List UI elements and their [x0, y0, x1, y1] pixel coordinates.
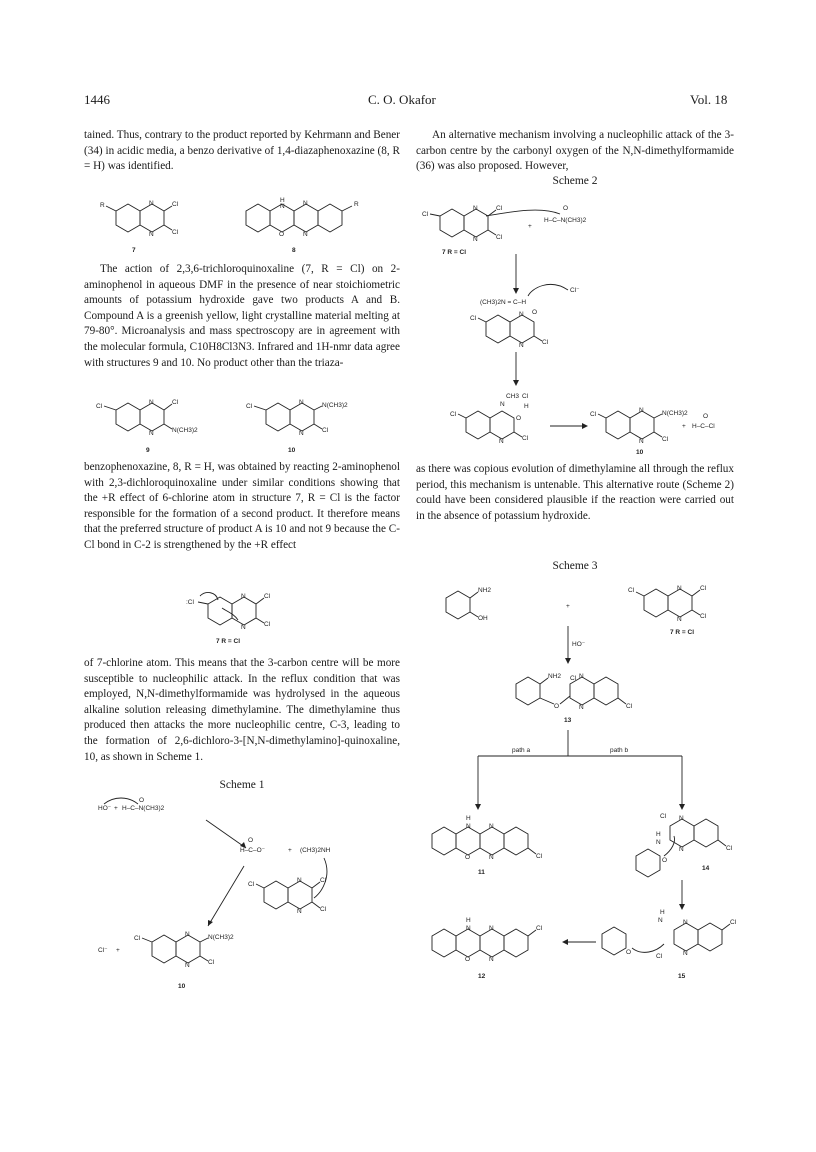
structure-7	[100, 200, 179, 254]
svg-text:N: N	[303, 231, 308, 238]
svg-text:Cl: Cl	[726, 845, 733, 852]
svg-text:N: N	[297, 908, 302, 915]
svg-text:N: N	[185, 931, 190, 938]
svg-text:O: O	[465, 956, 471, 963]
svg-text:N: N	[519, 342, 524, 349]
structure-7-resonance	[186, 586, 306, 646]
structure-14	[636, 813, 733, 877]
scheme-2-figure	[420, 192, 730, 454]
running-author: C. O. Okafor	[368, 92, 436, 107]
svg-text:Cl: Cl	[208, 959, 215, 966]
svg-text:14: 14	[702, 865, 710, 872]
volume-label: Vol. 18	[690, 92, 728, 107]
svg-text:Cl⁻: Cl⁻	[98, 947, 108, 954]
svg-text:Cl: Cl	[172, 399, 179, 406]
svg-text:Cl: Cl	[656, 953, 663, 960]
svg-text:N(CH3)2: N(CH3)2	[208, 934, 234, 941]
svg-text:N: N	[489, 823, 494, 830]
svg-text:7 R = Cl: 7 R = Cl	[442, 249, 467, 256]
svg-text:Cl: Cl	[320, 877, 327, 884]
svg-text:N: N	[149, 399, 154, 406]
svg-text:N: N	[683, 919, 688, 926]
left-para-3: benzophenoxazine, 8, R = H, was obtained by reacting 2-aminophenol with 2,3-dichloroquinoxaline under similar conditions showing that the +R effect of 6-chlorine atom in structure 7, R = Cl is the factor responsible for the formation of a second product. It therefore means that the preferred structure of product A is 10 and not 9 because the C-Cl bond in C-2 is strengthened by the +R effect	[84, 461, 400, 551]
svg-text:11: 11	[478, 869, 485, 876]
svg-text:O: O	[662, 857, 668, 864]
svg-text:+: +	[116, 947, 120, 954]
svg-text:N: N	[299, 430, 304, 437]
svg-text:H–C–N(CH3)2: H–C–N(CH3)2	[122, 805, 165, 812]
svg-text:H: H	[466, 917, 471, 924]
svg-text:N: N	[473, 236, 478, 243]
svg-text:N: N	[149, 430, 154, 437]
svg-text:+: +	[682, 423, 686, 430]
svg-text:Cl: Cl	[496, 205, 503, 212]
structure-8	[246, 197, 359, 254]
svg-text:+: +	[288, 847, 292, 854]
scheme-3-title: Scheme 3	[552, 560, 598, 572]
svg-text:O: O	[465, 854, 471, 861]
svg-text:10: 10	[636, 449, 644, 456]
svg-text:N: N	[466, 925, 471, 932]
compound-7-number-b: 7 R = Cl	[216, 638, 241, 645]
svg-text:Cl: Cl	[522, 393, 529, 400]
svg-text:N: N	[185, 962, 190, 969]
svg-text:Cl: Cl	[322, 427, 329, 434]
svg-text:N(CH3)2: N(CH3)2	[662, 410, 688, 417]
svg-text:Cl: Cl	[730, 919, 737, 926]
svg-text:O: O	[554, 703, 560, 710]
svg-text:N: N	[499, 438, 504, 445]
svg-text:N: N	[466, 823, 471, 830]
svg-text:N: N	[149, 200, 154, 207]
svg-text:N: N	[579, 673, 584, 680]
svg-text:Cl: Cl	[264, 621, 271, 628]
svg-text:Cl: Cl	[570, 675, 577, 682]
svg-text:N: N	[280, 203, 285, 210]
svg-text:Cl: Cl	[248, 881, 255, 888]
svg-text:NH2: NH2	[478, 587, 492, 594]
svg-text:N: N	[656, 839, 661, 846]
svg-text:Cl: Cl	[264, 593, 271, 600]
svg-text:Cl: Cl	[590, 411, 597, 418]
svg-text:Cl: Cl	[172, 229, 179, 236]
svg-text:N: N	[519, 311, 524, 318]
svg-text:N: N	[677, 585, 682, 592]
svg-text:10: 10	[178, 983, 186, 990]
svg-text:N: N	[500, 401, 505, 408]
svg-text:N: N	[639, 438, 644, 445]
svg-text:H–C–N(CH3)2: H–C–N(CH3)2	[544, 217, 587, 224]
svg-text:+: +	[114, 805, 118, 812]
svg-text:H: H	[280, 197, 285, 204]
svg-text:N: N	[241, 593, 246, 600]
svg-text:N: N	[679, 815, 684, 822]
structures-9-10	[96, 394, 396, 456]
svg-text:Cl: Cl	[660, 813, 667, 820]
svg-text:path b: path b	[610, 747, 629, 754]
svg-text::Cl: :Cl	[186, 599, 194, 606]
svg-text:N: N	[299, 399, 304, 406]
compound-7-number: 7	[132, 247, 136, 254]
left-para-4: of 7-chlorine atom. This means that the 3-carbon centre will be more susceptible to nucleophilic attack. In the reflux condition that was employed, N,N-dimethylformamide was hydrolysed in the aqueous alkaline solution releasing dimethylamine. The dimethylamine thus produced then attacks the more nucleophilic centre, C-3, leading to the formation of 2,6-dichloro-3-[N,N-dimethylamino]-quinoxaline, 10, as shown in Scheme 1.	[84, 657, 400, 763]
svg-text:Cl: Cl	[246, 403, 253, 410]
svg-text:CH3: CH3	[506, 393, 520, 400]
svg-text:Cl: Cl	[320, 906, 327, 913]
svg-text:Cl⁻: Cl⁻	[570, 287, 580, 294]
svg-text:H: H	[656, 831, 661, 838]
svg-text:OH: OH	[478, 615, 488, 622]
svg-text:Cl: Cl	[662, 436, 669, 443]
svg-text:15: 15	[678, 973, 686, 980]
svg-text:12: 12	[478, 973, 486, 980]
right-para-1: An alternative mechanism involving a nucleophilic attack of the 3-carbon centre by the carbonyl oxygen of the N,N-dimethylformamide (36) was also proposed. However,	[416, 129, 734, 173]
scheme-1-figure	[96, 796, 406, 996]
svg-text:N: N	[241, 624, 246, 631]
svg-text:Cl: Cl	[172, 201, 179, 208]
r-label: R	[100, 202, 105, 209]
structure-11	[432, 815, 543, 876]
svg-text:H–C–Cl: H–C–Cl	[692, 423, 715, 430]
svg-text:path a: path a	[512, 747, 531, 754]
svg-text:Cl: Cl	[522, 435, 529, 442]
right-para-2: as there was copious evolution of dimethylamine all through the reflux period, this mechanism is untenable. This alternative route (Scheme 2) could have been considered plausible if the reaction were carried out in the absence of potassium hydroxide.	[416, 463, 734, 522]
svg-text:N: N	[489, 854, 494, 861]
svg-text:Cl: Cl	[134, 935, 141, 942]
svg-text:O: O	[532, 309, 538, 316]
svg-text:13: 13	[564, 717, 572, 724]
svg-text:N: N	[473, 205, 478, 212]
structure-10	[246, 399, 348, 454]
scheme-3-figure	[420, 580, 750, 1000]
svg-text:O: O	[279, 231, 285, 238]
page-number: 1446	[84, 92, 110, 107]
svg-text:N(CH3)2: N(CH3)2	[322, 402, 348, 409]
svg-text:+: +	[566, 603, 570, 610]
svg-text:Cl: Cl	[700, 613, 707, 620]
structures-7-8	[96, 196, 396, 258]
svg-text:N: N	[677, 616, 682, 623]
svg-text:H–C–O⁻: H–C–O⁻	[240, 847, 266, 854]
left-para-1: tained. Thus, contrary to the product reported by Kehrmann and Bener (34) in acidic media, a benzo derivative of 1,4-diazaphenoxazine (8, R = H) was identified.	[84, 129, 400, 173]
svg-text:Cl: Cl	[628, 587, 635, 594]
svg-text:O: O	[563, 205, 569, 212]
svg-text:Cl: Cl	[700, 585, 707, 592]
svg-text:N: N	[489, 925, 494, 932]
svg-text:Cl: Cl	[496, 234, 503, 241]
structure-9	[96, 399, 198, 454]
structure-15	[602, 909, 737, 980]
svg-text:H: H	[466, 815, 471, 822]
svg-text:(CH3)2NH: (CH3)2NH	[300, 847, 331, 854]
svg-text:Cl: Cl	[470, 315, 477, 322]
svg-text:N: N	[303, 200, 308, 207]
svg-text:H: H	[660, 909, 665, 916]
svg-text:N: N	[489, 956, 494, 963]
svg-text:Cl: Cl	[542, 339, 549, 346]
svg-text:HO⁻: HO⁻	[572, 641, 586, 648]
svg-text:Cl: Cl	[536, 925, 543, 932]
svg-text:NH2: NH2	[548, 673, 562, 680]
svg-text:N: N	[658, 917, 663, 924]
left-para-2: The action of 2,3,6-trichloroquinoxaline (7, R = Cl) on 2-aminophenol in aqueous DMF in the presence of near stoichiometric amounts of potassium hydroxide gave two products A and B. Compound A is a greenish yellow, light crystalline material melting at 79-80°. Microanalysis and mass spectroscopy are in agreement with the molecular formula, C10H8Cl3N3. Infrared and 1H-nmr data agree with structures 9 and 10. No product other than the triaza-	[84, 263, 400, 369]
compound-10-number: 10	[288, 447, 296, 454]
svg-text:Cl: Cl	[450, 411, 457, 418]
svg-text:7 R = Cl: 7 R = Cl	[670, 629, 695, 636]
svg-text:N: N	[149, 231, 154, 238]
svg-text:(CH3)2N = C–H: (CH3)2N = C–H	[480, 299, 527, 306]
svg-text:N: N	[579, 704, 584, 711]
svg-text:N(CH3)2: N(CH3)2	[172, 427, 198, 434]
svg-text:O: O	[516, 415, 522, 422]
structure-12	[432, 917, 543, 980]
svg-text:H: H	[524, 403, 529, 410]
svg-text:O: O	[248, 837, 254, 844]
svg-text:Cl: Cl	[626, 703, 633, 710]
svg-text:HO⁻: HO⁻	[98, 805, 112, 812]
svg-text:Cl: Cl	[422, 211, 429, 218]
svg-text:O: O	[703, 413, 709, 420]
svg-text:Cl: Cl	[536, 853, 543, 860]
svg-text:O: O	[626, 949, 632, 956]
svg-text:N: N	[297, 877, 302, 884]
scheme-2-title: Scheme 2	[552, 175, 598, 187]
scheme-1-title: Scheme 1	[219, 779, 265, 791]
compound-8-number: 8	[292, 247, 296, 254]
svg-text:N: N	[683, 950, 688, 957]
compound-9-number: 9	[146, 447, 150, 454]
svg-text:N: N	[679, 846, 684, 853]
svg-text:+: +	[528, 223, 532, 230]
svg-text:N: N	[639, 407, 644, 414]
svg-text:Cl: Cl	[96, 403, 103, 410]
svg-text:R: R	[354, 201, 359, 208]
svg-text:O: O	[139, 797, 145, 804]
